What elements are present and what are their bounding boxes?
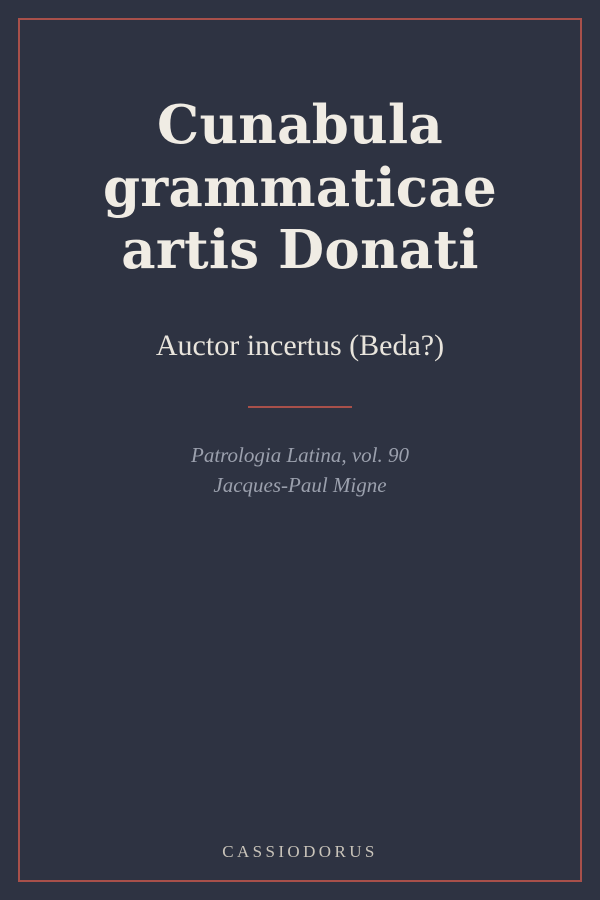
divider-rule <box>248 406 352 408</box>
cover-content <box>18 18 582 882</box>
source-editor: Jacques-Paul Migne <box>213 473 387 498</box>
book-title: Cunabula grammaticae artis Donati <box>102 94 498 282</box>
book-author: Auctor incertus (Beda?) <box>155 328 445 362</box>
source-info <box>60 440 540 501</box>
publisher-imprint: CASSIODORUS <box>222 842 378 861</box>
source-volume: Patrologia Latina, vol. 90 <box>191 442 409 467</box>
